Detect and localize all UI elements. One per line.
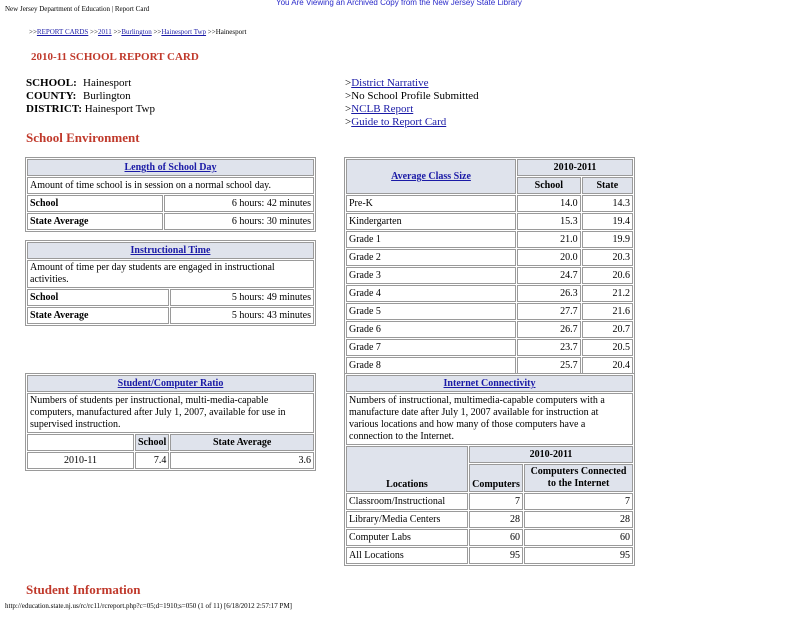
internet-title-cell bbox=[346, 375, 633, 392]
internet-title[interactable]: Internet Connectivity bbox=[443, 378, 536, 389]
class-size-school-value: 20.0 bbox=[517, 249, 581, 266]
internet-connected-value: 60 bbox=[524, 529, 633, 546]
internet-col-locations: Locations bbox=[346, 446, 468, 492]
district-narrative-link[interactable]: District Narrative bbox=[351, 77, 429, 89]
internet-table bbox=[344, 373, 635, 566]
length-of-day-table bbox=[25, 157, 316, 232]
class-size-col-school: School bbox=[517, 177, 581, 194]
empty-header-cell bbox=[27, 434, 134, 451]
internet-computers-value: 60 bbox=[469, 529, 523, 546]
table-row bbox=[346, 493, 633, 510]
breadcrumb-burlington[interactable]: Burlington bbox=[121, 28, 152, 36]
table-row bbox=[346, 339, 633, 356]
internet-location: All Locations bbox=[346, 547, 468, 564]
class-size-grade: Grade 6 bbox=[346, 321, 516, 338]
district-name: Hainesport Twp bbox=[84, 103, 155, 115]
row-label: School bbox=[27, 195, 163, 212]
internet-desc: Numbers of instructional, multimedia-capable computers with a manufacture date after July 1, 2007 available for instruction at various locations and how many of those computers have a connection to the Internet. bbox=[346, 393, 633, 445]
breadcrumb-report-cards[interactable]: REPORT CARDS bbox=[36, 28, 89, 36]
school-info bbox=[26, 77, 155, 116]
table-row bbox=[346, 511, 633, 528]
row-value: 5 hours: 49 minutes bbox=[170, 289, 314, 306]
table-row bbox=[346, 213, 633, 230]
class-size-col-state: State bbox=[582, 177, 633, 194]
breadcrumb-sep: >> bbox=[29, 28, 37, 36]
class-size-grade: Grade 5 bbox=[346, 303, 516, 320]
nclb-report-link[interactable]: NCLB Report bbox=[351, 103, 414, 115]
internet-computers-value: 28 bbox=[469, 511, 523, 528]
table-row bbox=[346, 321, 633, 338]
student-computer-col-state: State Average bbox=[170, 434, 314, 451]
instructional-time-title-cell bbox=[27, 242, 314, 259]
table-row bbox=[346, 195, 633, 212]
no-profile-text: No School Profile Submitted bbox=[351, 90, 479, 102]
page-title: 2010-11 SCHOOL REPORT CARD bbox=[31, 51, 199, 63]
class-size-state-value: 20.5 bbox=[582, 339, 633, 356]
student-computer-col-school: School bbox=[135, 434, 169, 451]
table-row bbox=[346, 547, 633, 564]
class-size-grade: Grade 2 bbox=[346, 249, 516, 266]
school-label: SCHOOL: bbox=[26, 77, 77, 89]
link-prefix: > bbox=[345, 77, 352, 89]
internet-location: Classroom/Instructional bbox=[346, 493, 468, 510]
internet-connected-value: 28 bbox=[524, 511, 633, 528]
student-computer-title-cell bbox=[27, 375, 314, 392]
archive-notice: You Are Viewing an Archived Copy from the New Jersey State Library bbox=[276, 0, 522, 7]
class-size-school-value: 25.7 bbox=[517, 357, 581, 374]
internet-year: 2010-2011 bbox=[469, 446, 633, 463]
county-name: Burlington bbox=[83, 90, 131, 102]
student-information-heading: Student Information bbox=[26, 582, 141, 597]
page-header-title: New Jersey Department of Education | Report Card bbox=[5, 5, 150, 13]
class-size-state-value: 19.4 bbox=[582, 213, 633, 230]
class-size-school-value: 27.7 bbox=[517, 303, 581, 320]
internet-computers-value: 7 bbox=[469, 493, 523, 510]
student-computer-table bbox=[25, 373, 316, 471]
link-prefix: > bbox=[345, 116, 352, 128]
table-row bbox=[27, 213, 314, 230]
internet-location: Library/Media Centers bbox=[346, 511, 468, 528]
table-row bbox=[346, 267, 633, 284]
class-size-year: 2010-2011 bbox=[517, 159, 633, 176]
class-size-state-value: 20.7 bbox=[582, 321, 633, 338]
class-size-grade: Grade 4 bbox=[346, 285, 516, 302]
link-prefix: > bbox=[345, 90, 352, 102]
class-size-school-value: 23.7 bbox=[517, 339, 581, 356]
class-size-school-value: 24.7 bbox=[517, 267, 581, 284]
instructional-time-table bbox=[25, 240, 316, 326]
class-size-grade: Grade 1 bbox=[346, 231, 516, 248]
class-size-table bbox=[344, 157, 635, 394]
class-size-school-value: 21.0 bbox=[517, 231, 581, 248]
guide-link[interactable]: Guide to Report Card bbox=[351, 116, 447, 128]
instructional-time-desc: Amount of time per day students are engaged in instructional activities. bbox=[27, 260, 314, 288]
county-label: COUNTY: bbox=[26, 90, 77, 102]
row-value: 6 hours: 42 minutes bbox=[164, 195, 314, 212]
table-row bbox=[346, 249, 633, 266]
class-size-school-value: 26.7 bbox=[517, 321, 581, 338]
class-size-school-value: 26.3 bbox=[517, 285, 581, 302]
internet-location: Computer Labs bbox=[346, 529, 468, 546]
report-links bbox=[345, 77, 479, 129]
table-row bbox=[346, 285, 633, 302]
breadcrumb-sep: >> bbox=[153, 28, 162, 36]
internet-col-computers: Computers bbox=[469, 464, 523, 492]
row-label: School bbox=[27, 289, 169, 306]
table-row bbox=[27, 289, 314, 306]
row-label: State Average bbox=[27, 213, 163, 230]
student-computer-state: 3.6 bbox=[170, 452, 314, 469]
internet-connected-value: 7 bbox=[524, 493, 633, 510]
class-size-state-value: 20.6 bbox=[582, 267, 633, 284]
class-size-title[interactable]: Average Class Size bbox=[391, 171, 471, 182]
class-size-state-value: 20.3 bbox=[582, 249, 633, 266]
class-size-title-cell bbox=[346, 159, 516, 194]
internet-computers-value: 95 bbox=[469, 547, 523, 564]
length-of-day-title[interactable]: Length of School Day bbox=[124, 162, 217, 173]
row-label: State Average bbox=[27, 307, 169, 324]
class-size-grade: Kindergarten bbox=[346, 213, 516, 230]
breadcrumb-current: Hainesport bbox=[215, 28, 247, 36]
class-size-state-value: 14.3 bbox=[582, 195, 633, 212]
class-size-grade: Grade 7 bbox=[346, 339, 516, 356]
length-of-day-title-cell bbox=[27, 159, 314, 176]
student-computer-title[interactable]: Student/Computer Ratio bbox=[117, 378, 224, 389]
breadcrumb-2011[interactable]: 2011 bbox=[97, 28, 112, 36]
breadcrumb-sep: >> bbox=[207, 28, 216, 36]
school-name: Hainesport bbox=[83, 77, 132, 89]
class-size-state-value: 20.4 bbox=[582, 357, 633, 374]
instructional-time-title[interactable]: Instructional Time bbox=[130, 245, 211, 256]
student-computer-year: 2010-11 bbox=[27, 452, 134, 469]
breadcrumb bbox=[29, 28, 246, 36]
class-size-state-value: 21.6 bbox=[582, 303, 633, 320]
class-size-school-value: 15.3 bbox=[517, 213, 581, 230]
class-size-state-value: 21.2 bbox=[582, 285, 633, 302]
row-value: 6 hours: 30 minutes bbox=[164, 213, 314, 230]
class-size-grade: Grade 3 bbox=[346, 267, 516, 284]
table-row bbox=[346, 529, 633, 546]
table-row bbox=[27, 307, 314, 324]
internet-body bbox=[346, 493, 633, 564]
class-size-state-value: 19.9 bbox=[582, 231, 633, 248]
student-computer-desc: Numbers of students per instructional, multi-media-capable computers, manufactured after July 1, 2007, available for use in supervised instruction. bbox=[27, 393, 314, 433]
breadcrumb-hainesport-twp[interactable]: Hainesport Twp bbox=[161, 28, 207, 36]
class-size-grade: Grade 8 bbox=[346, 357, 516, 374]
class-size-body bbox=[346, 195, 633, 392]
breadcrumb-sep: >> bbox=[90, 28, 98, 36]
class-size-school-value: 14.0 bbox=[517, 195, 581, 212]
length-of-day-desc: Amount of time school is in session on a normal school day. bbox=[27, 177, 314, 194]
link-prefix: > bbox=[345, 103, 352, 115]
student-computer-school: 7.4 bbox=[135, 452, 169, 469]
table-row bbox=[27, 452, 314, 469]
district-label: DISTRICT: bbox=[26, 103, 83, 115]
table-row bbox=[346, 357, 633, 374]
table-row bbox=[346, 303, 633, 320]
class-size-grade: Pre-K bbox=[346, 195, 516, 212]
row-value: 5 hours: 43 minutes bbox=[170, 307, 314, 324]
internet-col-connected: Computers Connected to the Internet bbox=[524, 464, 633, 492]
school-environment-heading: School Environment bbox=[26, 130, 140, 145]
internet-connected-value: 95 bbox=[524, 547, 633, 564]
page-footer-url: http://education.state.nj.us/rc/rc11/rcreport.php?c=05;d=1910;s=050 (1 of 11) [6/18/2012 2:57:17 PM] bbox=[5, 602, 292, 610]
breadcrumb-sep: >> bbox=[113, 28, 122, 36]
table-row bbox=[346, 231, 633, 248]
table-row bbox=[27, 195, 314, 212]
